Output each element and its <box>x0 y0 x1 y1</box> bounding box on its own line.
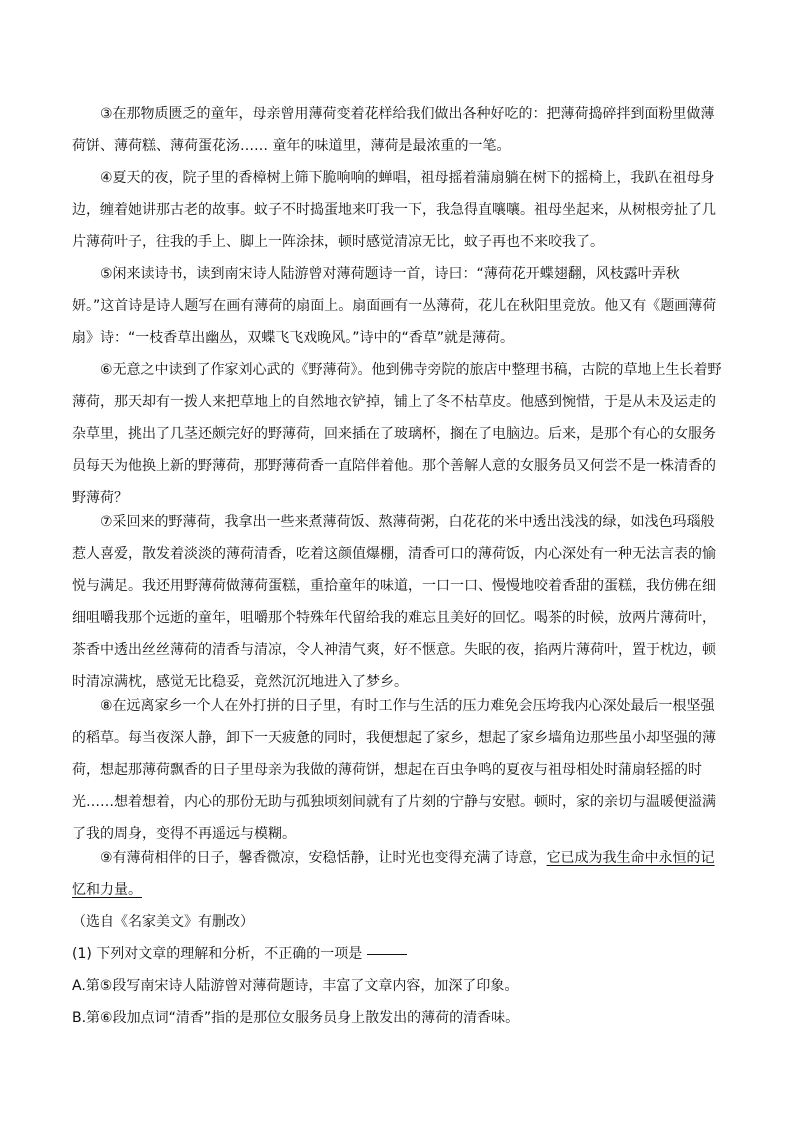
source-note: （选自《名家美文》有删改） <box>72 914 254 930</box>
paragraph-9 <box>72 842 722 906</box>
paragraph-4: ④夏天的夜，院子里的香樟树上筛下脆响响的蝉唱，祖母摇着蒲扇躺在树下的摇椅上，我趴在祖母身边，缠着她讲那古老的故事。蚊子不时捣蛋地来叮我一下，我急得直嚷嚷。祖母坐起来，从树根旁扯了几片薄荷叶子，往我的手上、脚上一阵涂抹，顿时感觉清凉无比，蚊子再也不来咬我了。 <box>72 170 716 250</box>
option-b: B.第⑥段加点词“清香”指的是那位女服务员身上散发出的薄荷的清香味。 <box>72 1010 520 1026</box>
paragraph-8: ⑧在远离家乡一个人在外打拼的日子里，有时工作与生活的压力难免会压垮我内心深处最后一根坚强的稻草。每当夜深人静，卸下一天疲惫的同时，我便想起了家乡，想起了家乡墙角边那些虽小却坚强的薄荷，想起那薄荷飘香的日子里母亲为我做的薄荷饼，想起在百虫争鸣的夏夜与祖母相处时蒲扇轻摇的时光……想着想着，内心的那份无助与孤独顷刻间就有了片刻的宁静与安慰。顿时，家的亲切与温暖便溢满了我的周身，变得不再遥远与模糊。 <box>72 698 716 842</box>
paragraph-9-text: ⑨有薄荷相伴的日子，馨香微凉，安稳恬静，让时光也变得充满了诗意， <box>100 850 547 866</box>
answer-blank <box>367 953 407 955</box>
paragraph-5: ⑤闲来读诗书，读到南宋诗人陆游曾对薄荷题诗一首，诗曰：“薄荷花开蝶翅翻，风枝露叶弄秋妍。”这首诗是诗人题写在画有薄荷的扇面上。扇面画有一丛薄荷，花儿在秋阳里竞放。他又有《题画薄荷扇》诗：“一枝香草出幽丛，双蝶飞飞戏晚风。”诗中的“香草”就是薄荷。 <box>72 266 717 346</box>
paragraph-7: ⑦采回来的野薄荷，我拿出一些来煮薄荷饭、熬薄荷粥，白花花的米中透出浅浅的绿，如浅色玛瑙般惹人喜爱，散发着淡淡的薄荷清香，吃着这颜值爆棚，清香可口的薄荷饭，内心深处有一种无法言表的愉悦与满足。我还用野薄荷做薄荷蛋糕，重拾童年的味道，一口一口、慢慢地咬着香甜的蛋糕，我仿佛在细细咀嚼我那个远逝的童年，咀嚼那个特殊年代留给我的难忘且美好的回忆。喝茶的时候，放两片薄荷叶，茶香中透出丝丝薄荷的清香与清凉，令人神清气爽，好不惬意。失眠的夜，掐两片薄荷叶，置于枕边，顿时清凉满枕，感觉无比稳妥，竟然沉沉地进入了梦乡。 <box>72 514 716 690</box>
paragraph-6: ⑥无意之中读到了作家刘心武的《野薄荷》。他到佛寺旁院的旅店中整理书稿，古院的草地上生长着野薄荷，那天却有一拨人来把草地上的自然地衣铲掉，铺上了冬不枯草皮。他感到惋惜，于是从未及运走的杂草里，挑出了几茎还颇完好的野薄荷，回来插在了玻璃杯，搁在了电脑边。后来，是那个有心的女服务员每天为他换上新的野薄荷，那野薄荷香一直陪伴着他。那个善解人意的女服务员又何尝不是一株清香的野薄荷？ <box>72 362 722 506</box>
option-a: A.第⑤段写南宋诗人陆游曾对薄荷题诗，丰富了文章内容，加深了印象。 <box>72 978 519 994</box>
paragraph-9-underlined-text: 它已成为我生命中永恒的记忆和力量。 <box>72 850 715 898</box>
question-stem-text: (1) 下列对文章的理解和分析，不正确的一项是 <box>72 946 363 962</box>
question-stem <box>72 938 722 970</box>
paragraph-3: ③在那物质匮乏的童年，母亲曾用薄荷变着花样给我们做出各种好吃的：把薄荷捣碎拌到面粉里做薄荷饼、薄荷糕、薄荷蛋花汤…… 童年的味道里，薄荷是最浓重的一笔。 <box>72 106 715 154</box>
